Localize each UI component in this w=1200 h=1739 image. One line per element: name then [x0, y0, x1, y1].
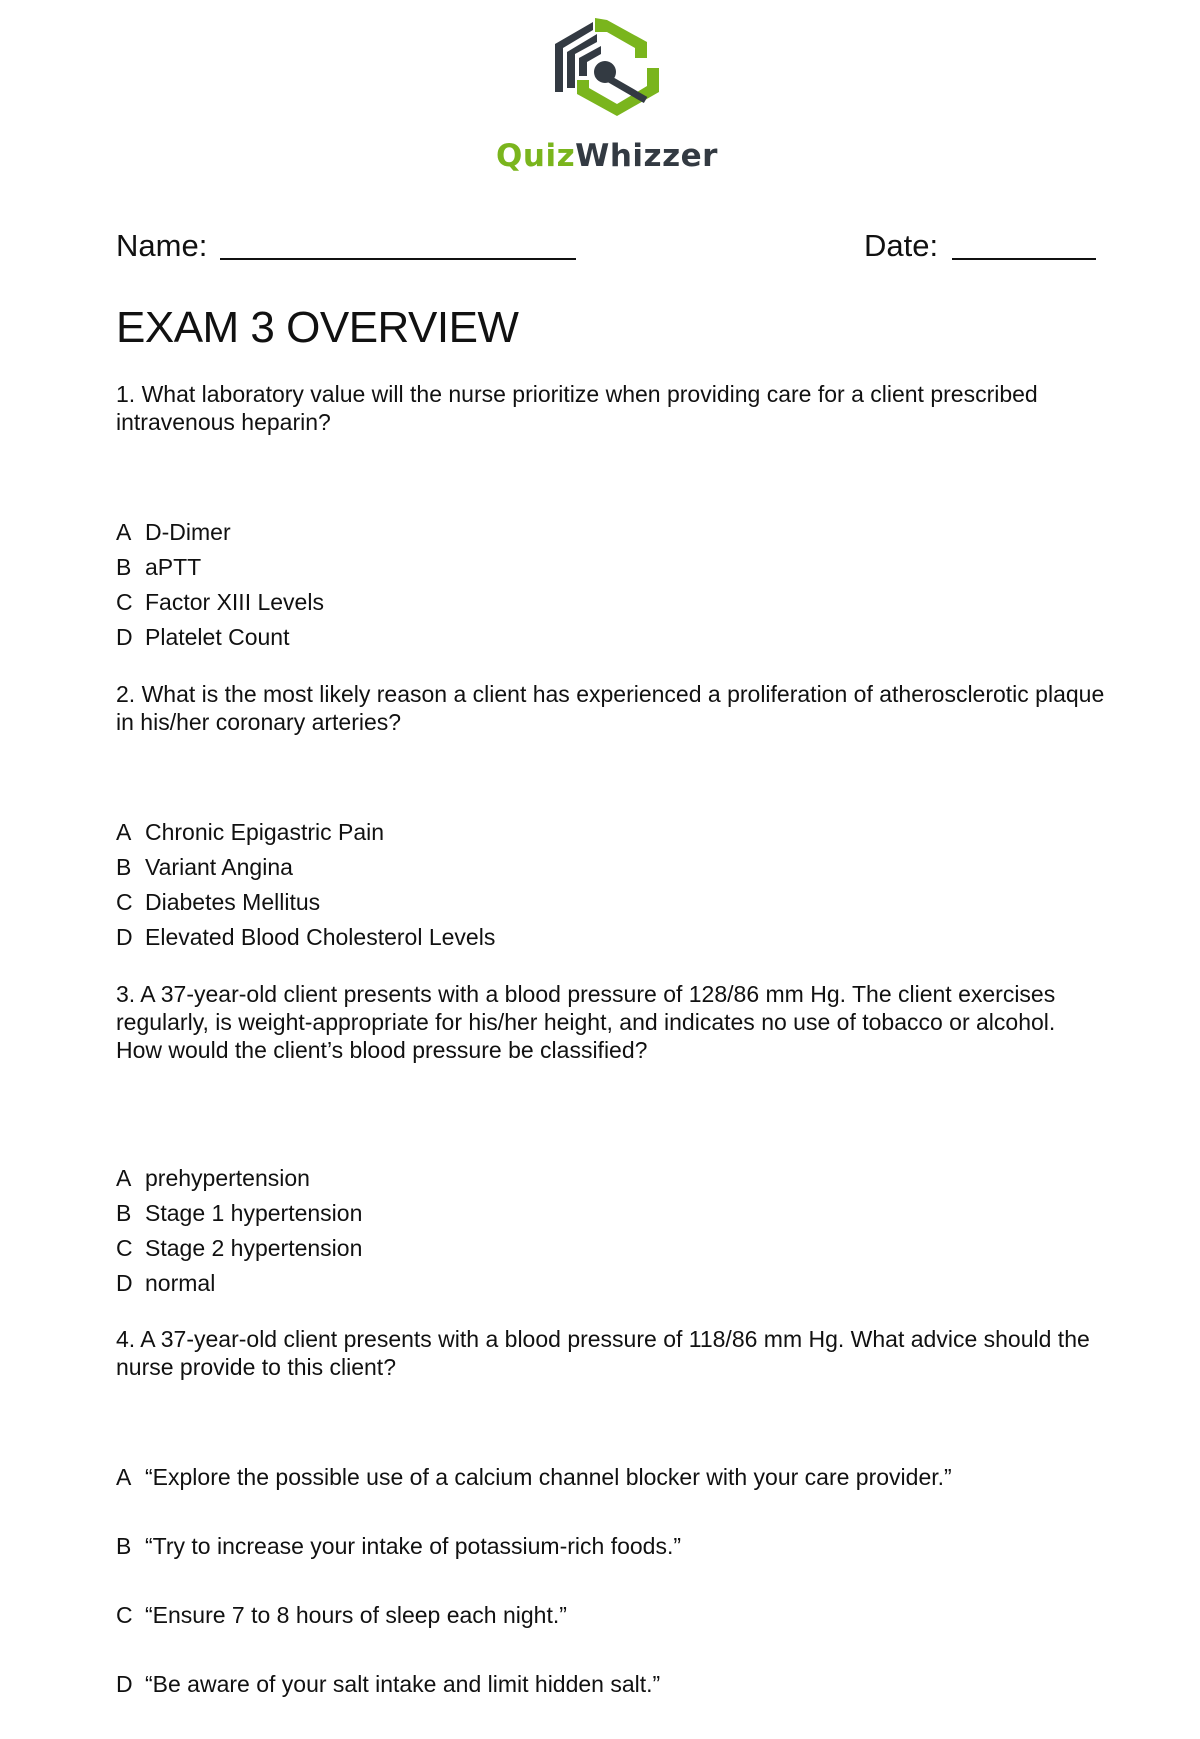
option-text: Factor XIII Levels [145, 589, 324, 615]
name-date-row [116, 228, 1096, 268]
option-letter: D [116, 924, 133, 950]
option-text: Diabetes Mellitus [145, 889, 321, 915]
option-c[interactable] [116, 888, 1106, 916]
option-b[interactable] [116, 1199, 1106, 1227]
option-text: Stage 2 hypertension [145, 1235, 363, 1261]
quizwhizzer-logo-icon [547, 14, 667, 124]
option-letter: C [116, 889, 133, 915]
option-text: normal [145, 1270, 216, 1296]
option-a[interactable] [116, 518, 1106, 546]
brand-name [487, 138, 727, 174]
option-b[interactable] [116, 1532, 1106, 1560]
option-letter: C [116, 1602, 133, 1628]
option-text: Elevated Blood Cholesterol Levels [145, 924, 496, 950]
option-text: D-Dimer [145, 519, 231, 545]
question-text: 4. A 37-year-old client presents with a blood pressure of 118/86 mm Hg. What advice should the nurse provide to this client? [116, 1326, 1090, 1380]
option-list [116, 518, 1106, 651]
option-d[interactable] [116, 623, 1106, 651]
option-text: prehypertension [145, 1165, 310, 1191]
option-text: Chronic Epigastric Pain [145, 819, 385, 845]
name-label: Name: [116, 228, 208, 263]
option-letter: C [116, 589, 133, 615]
option-letter: B [116, 554, 132, 580]
name-blank-line[interactable] [220, 258, 576, 260]
option-list [116, 818, 1106, 951]
question-text: 1. What laboratory value will the nurse prioritize when providing care for a client prescribed intravenous heparin? [116, 381, 1038, 435]
date-label: Date: [864, 228, 939, 263]
option-letter: D [116, 1270, 133, 1296]
brand-name-part2: Whizzer [575, 138, 718, 174]
option-d[interactable] [116, 1670, 1106, 1698]
brand-name-part1: Quiz [496, 138, 576, 174]
option-text: “Ensure 7 to 8 hours of sleep each night.” [145, 1602, 567, 1628]
option-text: “Be aware of your salt intake and limit hidden salt.” [145, 1671, 661, 1697]
question-text: 3. A 37-year-old client presents with a blood pressure of 128/86 mm Hg. The client exercises regularly, is weight-appropriate for his/her height, and indicates no use of tobacco or alcohol. How would the client’s blood pressure be classified? [116, 981, 1056, 1063]
option-letter: B [116, 854, 132, 880]
option-list [116, 1164, 1106, 1297]
option-c[interactable] [116, 1601, 1106, 1629]
brand-logo [487, 14, 727, 184]
option-d[interactable] [116, 1269, 1106, 1297]
option-c[interactable] [116, 588, 1106, 616]
option-a[interactable] [116, 1463, 1106, 1491]
option-letter: B [116, 1200, 132, 1226]
exam-title: EXAM 3 OVERVIEW [116, 303, 519, 352]
question-2 [116, 680, 1106, 958]
option-text: Platelet Count [145, 624, 290, 650]
date-blank-line[interactable] [952, 258, 1096, 260]
option-a[interactable] [116, 1164, 1106, 1192]
question-4 [116, 1325, 1106, 1739]
option-letter: D [116, 624, 133, 650]
question-1 [116, 380, 1106, 658]
option-letter: D [116, 1671, 133, 1697]
option-text: Stage 1 hypertension [145, 1200, 363, 1226]
option-letter: A [116, 1165, 132, 1191]
option-text: “Try to increase your intake of potassium-rich foods.” [145, 1533, 682, 1559]
question-3 [116, 980, 1106, 1304]
option-text: aPTT [145, 554, 202, 580]
option-a[interactable] [116, 818, 1106, 846]
option-letter: B [116, 1533, 132, 1559]
option-b[interactable] [116, 553, 1106, 581]
option-letter: C [116, 1235, 133, 1261]
option-c[interactable] [116, 1234, 1106, 1262]
option-d[interactable] [116, 923, 1106, 951]
option-b[interactable] [116, 853, 1106, 881]
option-letter: A [116, 519, 132, 545]
option-text: “Explore the possible use of a calcium channel blocker with your care provider.” [145, 1464, 952, 1490]
option-letter: A [116, 819, 132, 845]
option-letter: A [116, 1464, 132, 1490]
question-text: 2. What is the most likely reason a client has experienced a proliferation of atherosclerotic plaque in his/her coronary arteries? [116, 681, 1105, 735]
option-list [116, 1463, 1106, 1698]
option-text: Variant Angina [145, 854, 293, 880]
